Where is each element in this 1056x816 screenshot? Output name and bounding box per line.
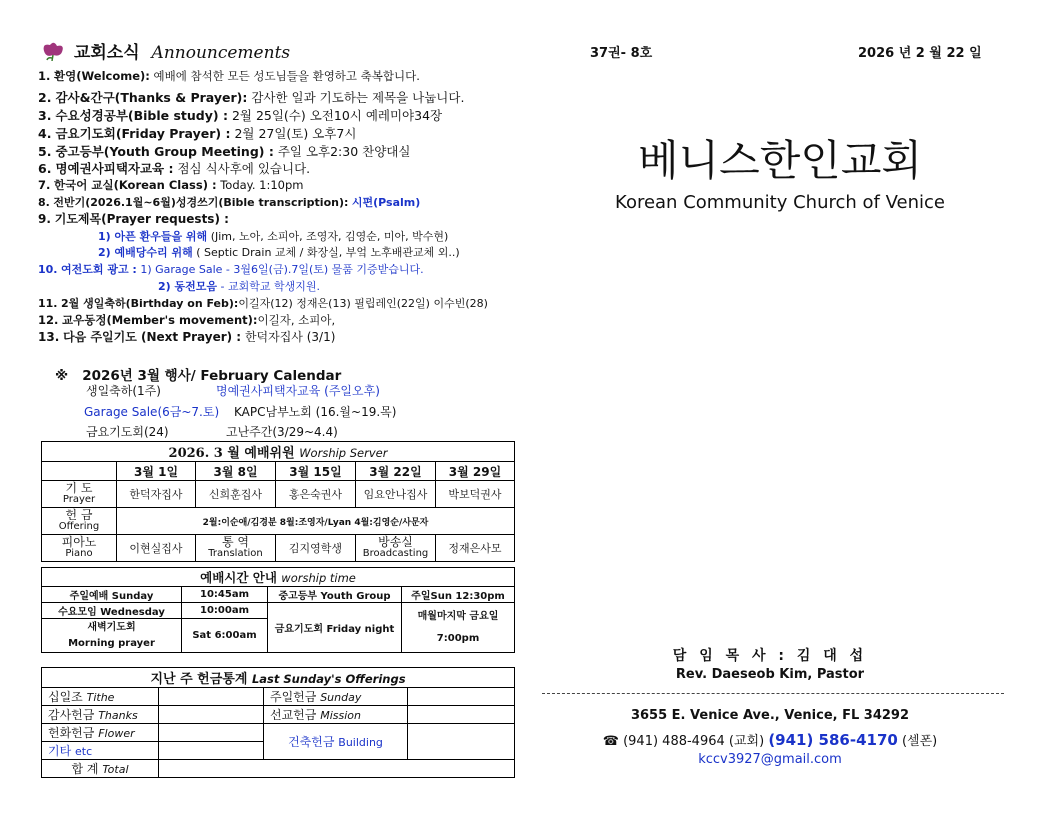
table-cell: 기타 etc xyxy=(42,742,159,760)
offerings-table xyxy=(41,667,515,778)
divider xyxy=(542,693,1004,694)
prayer-label: 기 도 Prayer xyxy=(42,481,117,508)
date-header: 3월 15일 xyxy=(276,462,356,481)
table-cell: 주일헌금 Sunday xyxy=(264,688,408,706)
list-item: 8. 전반기(2026.1월~6월)성경쓰기(Bible transcription): 시편(Psalm) xyxy=(38,196,421,209)
worship-time-table xyxy=(41,567,515,653)
offering-cell: 2월:이순애/김경분 8월:조영자/Lyan 4월:김영순/사문자 xyxy=(117,508,515,535)
date-header: 3월 1일 xyxy=(117,462,196,481)
phone-line xyxy=(600,730,940,749)
table-cell: 수요모임 Wednesday xyxy=(42,603,182,619)
table-cell: 정재은사모 xyxy=(436,535,515,562)
table-cell: 신희훈집사 xyxy=(196,481,276,508)
flower-icon xyxy=(40,41,68,61)
table-cell: 한덕자집사 xyxy=(117,481,196,508)
list-item: 7. 한국어 교실(Korean Class) : Today. 1:10pm xyxy=(38,178,304,192)
table-cell: 홍은숙권사 xyxy=(276,481,356,508)
worship-time-title: 예배시간 안내 worship time xyxy=(42,568,515,587)
list-item: 2. 감사&간구(Thanks & Prayer): 감사한 일과 기도하는 제목을 나눕니다. xyxy=(38,90,465,105)
address: 3655 E. Venice Ave., Venice, FL 34292 xyxy=(630,708,910,723)
title-en: Announcements xyxy=(151,43,291,63)
church-phone[interactable]: (941) 488-4964 (교회) xyxy=(623,734,765,749)
table-cell: 주일Sun 12:30pm xyxy=(402,587,515,603)
list-item: 11. 2월 생일축하(Birthday on Feb):이길자(12) 정재은(13) 필립레인(22일) 이수빈(28) xyxy=(38,297,488,310)
table-cell: 합 계 Total xyxy=(42,760,159,778)
table-cell: 감사헌금 Thanks xyxy=(42,706,159,724)
cell-label: (셀폰) xyxy=(901,734,938,749)
email-link[interactable]: kccv3927@gmail.com xyxy=(698,752,842,767)
table-cell: 주일예배 Sunday xyxy=(42,587,182,603)
list-item: 12. 교우동정(Member's movement):이길자, 소피아, xyxy=(38,313,336,327)
list-item: 4. 금요기도회(Friday Prayer) : 2월 27일(토) 오후7시 xyxy=(38,126,357,141)
calendar-item: 명예권사피택자교육 (주일오후) xyxy=(216,384,380,398)
volume: 37권- 8호 xyxy=(590,46,653,61)
calendar-item: Garage Sale(6금~7.토) xyxy=(84,405,220,419)
table-cell: 10:00am xyxy=(182,603,268,619)
broadcasting-label: 방송실 Broadcasting xyxy=(356,535,436,562)
table-cell: 중고등부 Youth Group xyxy=(268,587,402,603)
date-header: 3월 22일 xyxy=(356,462,436,481)
title-ko: 교회소식 xyxy=(73,43,140,63)
list-item: 13. 다음 주일기도 (Next Prayer) : 한덕자집사 (3/1) xyxy=(38,330,336,344)
pastor-en: Rev. Daeseob Kim, Pastor xyxy=(675,667,865,682)
date-header: 3월 8일 xyxy=(196,462,276,481)
worship-server-table xyxy=(41,441,515,562)
table-cell: 10:45am xyxy=(182,587,268,603)
table-cell: 임요안나집사 xyxy=(356,481,436,508)
calendar-item: 금요기도회(24) xyxy=(86,425,169,439)
table-cell: 김지영학생 xyxy=(276,535,356,562)
table-cell: 매월마지막 금요일 7:00pm xyxy=(402,603,515,653)
piano-label: 피아노 Piano xyxy=(42,535,117,562)
list-item: 6. 명예권사피택자교육 : 점심 식사후에 있습니다. xyxy=(38,161,311,176)
prayer-item: 1) 아픈 환우들을 위해 (Jim, 노아, 소피아, 조영자, 김영순, 미아, 박수현) xyxy=(98,230,449,243)
date-header: 3월 29일 xyxy=(436,462,515,481)
table-cell: Sat 6:00am xyxy=(182,619,268,653)
list-item: 10. 여전도회 광고 : 1) Garage Sale - 3월6일(금).7일(토) 물품 기증받습니다. xyxy=(38,263,424,276)
table-cell: 선교헌금 Mission xyxy=(264,706,408,724)
calendar-item: 생일축하(1주) xyxy=(86,384,161,398)
pastor-ko: 담 임 목 사 : 김 대 섭 xyxy=(672,648,868,664)
list-item: 5. 중고등부(Youth Group Meeting) : 주일 오후2:30 찬양대실 xyxy=(38,144,411,159)
translation-label: 통 역 Translation xyxy=(196,535,276,562)
table-cell: 금요기도회 Friday night xyxy=(268,603,402,653)
announcements-title xyxy=(40,38,290,63)
church-name-en: Korean Community Church of Venice xyxy=(615,192,945,213)
offerings-title: 지난 주 헌금통계 Last Sunday's Offerings xyxy=(42,668,515,688)
cell-phone[interactable]: (941) 586-4170 xyxy=(768,731,898,749)
table-cell: 이현실집사 xyxy=(117,535,196,562)
list-item: 3. 수요성경공부(Bible study) : 2월 25일(수) 오전10시 예레미야34장 xyxy=(38,108,443,123)
calendar-title: ※ 2026년 3월 행사/ February Calendar xyxy=(55,368,342,384)
worship-server-title: 2026. 3 월 예배위원 Worship Server xyxy=(42,442,515,462)
calendar-item: 고난주간(3/29~4.4) xyxy=(226,425,338,439)
prayer-item: 2) 예배당수리 위해 ( Septic Drain 교체 / 화장실, 부엌 노후배관교체 외..) xyxy=(98,246,460,259)
table-cell: 박보덕권사 xyxy=(436,481,515,508)
calendar-item: KAPC남부노회 (16.월~19.목) xyxy=(234,405,397,419)
womens-extra: 2) 동전모음 - 교회학교 학생지원. xyxy=(158,280,320,293)
table-cell: 건축헌금 Building xyxy=(264,724,408,760)
table-cell: 새벽기도회 Morning prayer xyxy=(42,619,182,653)
church-name-ko: 베니스한인교회 xyxy=(637,136,922,185)
table-cell: 헌화헌금 Flower xyxy=(42,724,159,742)
bulletin-date: 2026 년 2 월 22 일 xyxy=(858,46,982,61)
list-item: 1. 환영(Welcome): 예배에 참석한 모든 성도님들을 환영하고 축복합니다. xyxy=(38,69,420,83)
list-item: 9. 기도제목(Prayer requests) : xyxy=(38,212,229,226)
table-cell: 십일조 Tithe xyxy=(42,688,159,706)
offering-label: 헌 금 Offering xyxy=(42,508,117,535)
phone-icon: ☎ xyxy=(602,734,619,749)
